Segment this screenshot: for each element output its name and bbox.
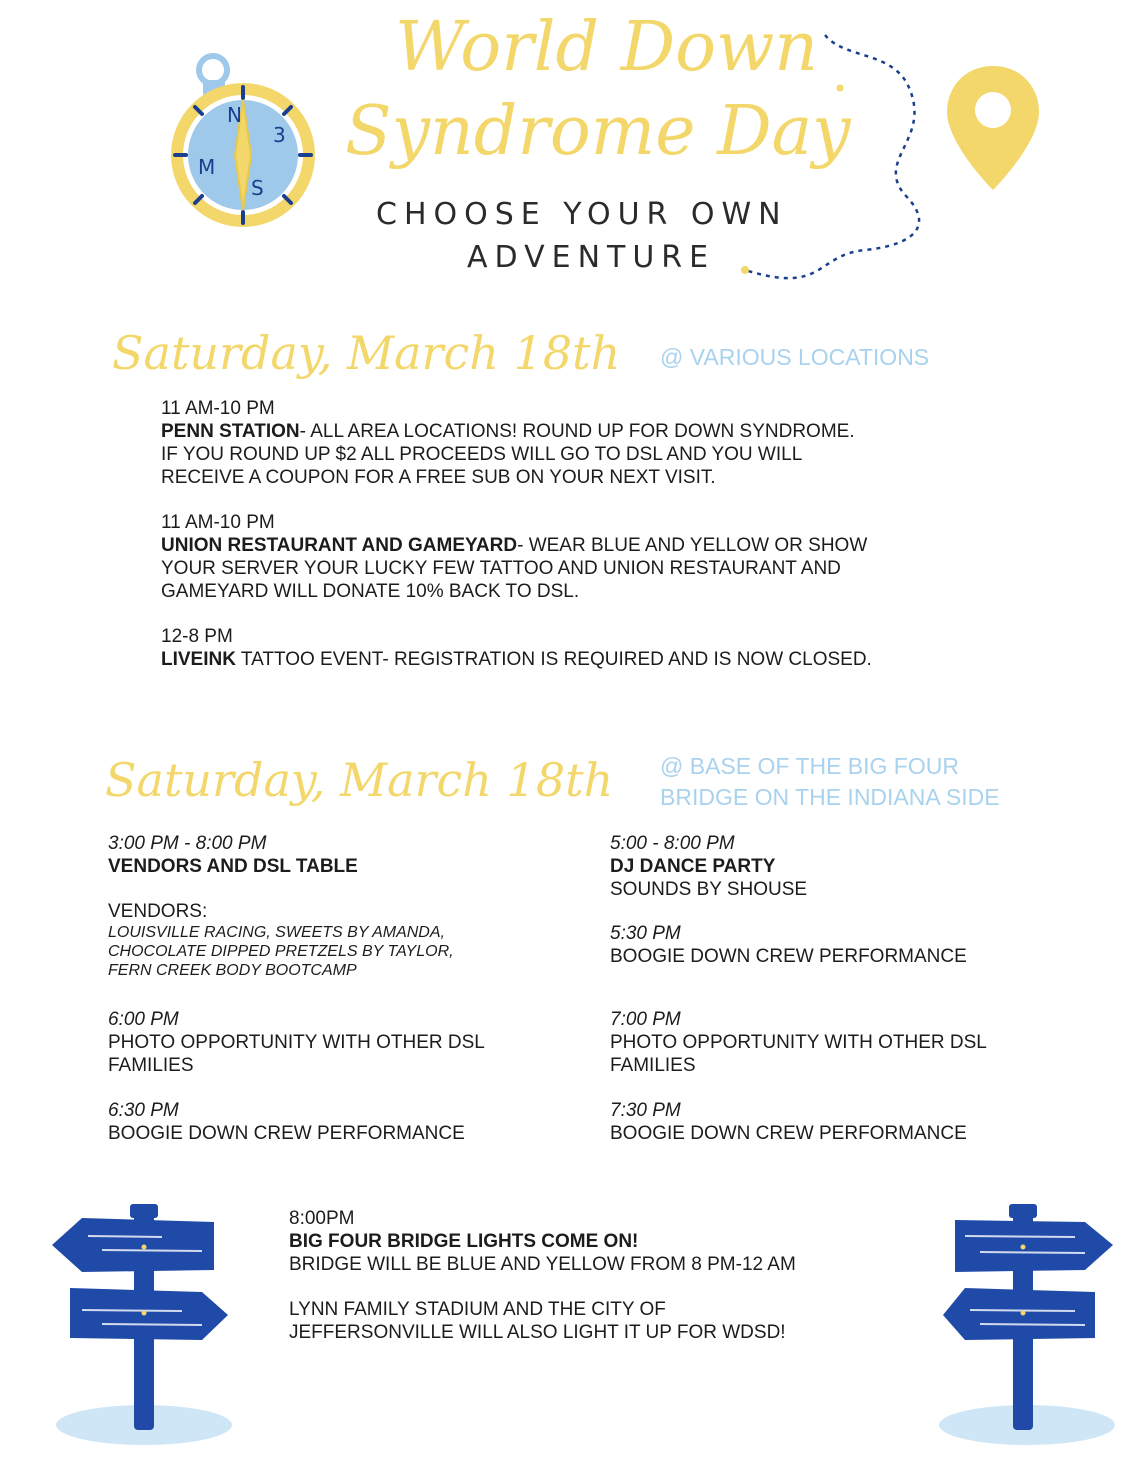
vendors-event [108, 832, 578, 878]
event-time: 8:00PM [289, 1208, 355, 1229]
event-time: 11 AM-10 PM [161, 512, 275, 533]
event-union-restaurant [161, 511, 1021, 603]
event-desc: BRIDGE WILL BE BLUE AND YELLOW FROM 8 PM-12 AM [289, 1254, 796, 1275]
performance-event [610, 922, 1080, 968]
event-desc: PHOTO OPPORTUNITY WITH OTHER DSL [610, 1032, 987, 1053]
event-name: VENDORS AND DSL TABLE [108, 856, 358, 877]
vendor-names: LOUISVILLE RACING, SWEETS BY AMANDA, [108, 924, 445, 941]
event-desc: TATTOO EVENT- REGISTRATION IS REQUIRED AND IS NOW CLOSED. [235, 649, 872, 670]
bridge-lights-event [289, 1207, 929, 1276]
performance-event [108, 1099, 578, 1145]
compass-south-letter: S [251, 176, 264, 200]
dj-dance-party-event [610, 832, 1080, 901]
vendor-names: FERN CREEK BODY BOOTCAMP [108, 962, 357, 979]
event-name: UNION RESTAURANT AND GAMEYARD [161, 535, 518, 556]
event-time: 7:30 PM [610, 1100, 681, 1121]
compass-icon [165, 40, 325, 235]
event-desc: RECEIVE A COUPON FOR A FREE SUB ON YOUR NEXT VISIT. [161, 467, 716, 488]
signpost-left-icon [52, 1200, 237, 1450]
event-desc: - ALL AREA LOCATIONS! ROUND UP FOR DOWN SYNDROME. [299, 421, 855, 442]
compass-east-letter: 3 [273, 123, 286, 147]
compass-west-letter: M [198, 155, 216, 179]
signpost-right-icon [935, 1200, 1120, 1450]
section2-location-line-2: BRIDGE ON THE INDIANA SIDE [660, 784, 1000, 810]
event-desc: YOUR SERVER YOUR LUCKY FEW TATTOO AND UNION RESTAURANT AND [161, 558, 841, 579]
event-name: BIG FOUR BRIDGE LIGHTS COME ON! [289, 1231, 639, 1252]
event-desc: BOOGIE DOWN CREW PERFORMANCE [108, 1123, 465, 1144]
event-time: 12-8 PM [161, 626, 233, 647]
event-desc: LYNN FAMILY STADIUM AND THE CITY OF [289, 1299, 666, 1320]
event-desc: IF YOU ROUND UP $2 ALL PROCEEDS WILL GO TO DSL AND YOU WILL [161, 444, 803, 465]
event-desc: SOUNDS BY SHOUSE [610, 879, 808, 900]
event-time: 11 AM-10 PM [161, 398, 275, 419]
event-desc: - WEAR BLUE AND YELLOW OR SHOW [517, 535, 868, 556]
section2-location-line-1: @ BASE OF THE BIG FOUR [660, 753, 959, 779]
section2-date: Saturday, March 18th [105, 753, 614, 807]
location-pin-icon [943, 64, 1043, 194]
compass-north-letter: N [227, 103, 242, 127]
event-time: 5:30 PM [610, 923, 681, 944]
light-up-note [289, 1298, 929, 1344]
title-line-1: World Down [395, 8, 819, 87]
event-desc: BOOGIE DOWN CREW PERFORMANCE [610, 946, 967, 967]
event-name: PENN STATION [161, 421, 300, 442]
event-desc: PHOTO OPPORTUNITY WITH OTHER DSL [108, 1032, 485, 1053]
event-time: 6:00 PM [108, 1009, 179, 1030]
event-time: 5:00 - 8:00 PM [610, 833, 735, 854]
event-name: LIVEINK [161, 649, 236, 670]
event-desc: FAMILIES [108, 1055, 194, 1076]
photo-opportunity-event [108, 1008, 578, 1077]
vendors-label: VENDORS: [108, 901, 208, 922]
event-desc: FAMILIES [610, 1055, 696, 1076]
title-line-2: Syndrome Day [345, 92, 851, 171]
vendor-names: CHOCOLATE DIPPED PRETZELS BY TAYLOR, [108, 943, 454, 960]
subtitle-line-1: CHOOSE YOUR OWN [376, 197, 788, 232]
section1-date: Saturday, March 18th [112, 326, 621, 380]
vendors-list [108, 900, 578, 980]
event-desc: BOOGIE DOWN CREW PERFORMANCE [610, 1123, 967, 1144]
event-desc: GAMEYARD WILL DONATE 10% BACK TO DSL. [161, 581, 580, 602]
event-time: 6:30 PM [108, 1100, 179, 1121]
section1-location: @ VARIOUS LOCATIONS [660, 344, 930, 370]
performance-event [610, 1099, 1080, 1145]
event-liveink [161, 625, 1021, 671]
photo-opportunity-event [610, 1008, 1080, 1077]
subtitle-line-2: ADVENTURE [467, 240, 716, 275]
event-time: 3:00 PM - 8:00 PM [108, 833, 267, 854]
event-penn-station [161, 397, 1021, 489]
section2-location [660, 751, 1000, 813]
event-name: DJ DANCE PARTY [610, 856, 776, 877]
event-time: 7:00 PM [610, 1009, 681, 1030]
event-desc: JEFFERSONVILLE WILL ALSO LIGHT IT UP FOR WDSD! [289, 1322, 786, 1343]
